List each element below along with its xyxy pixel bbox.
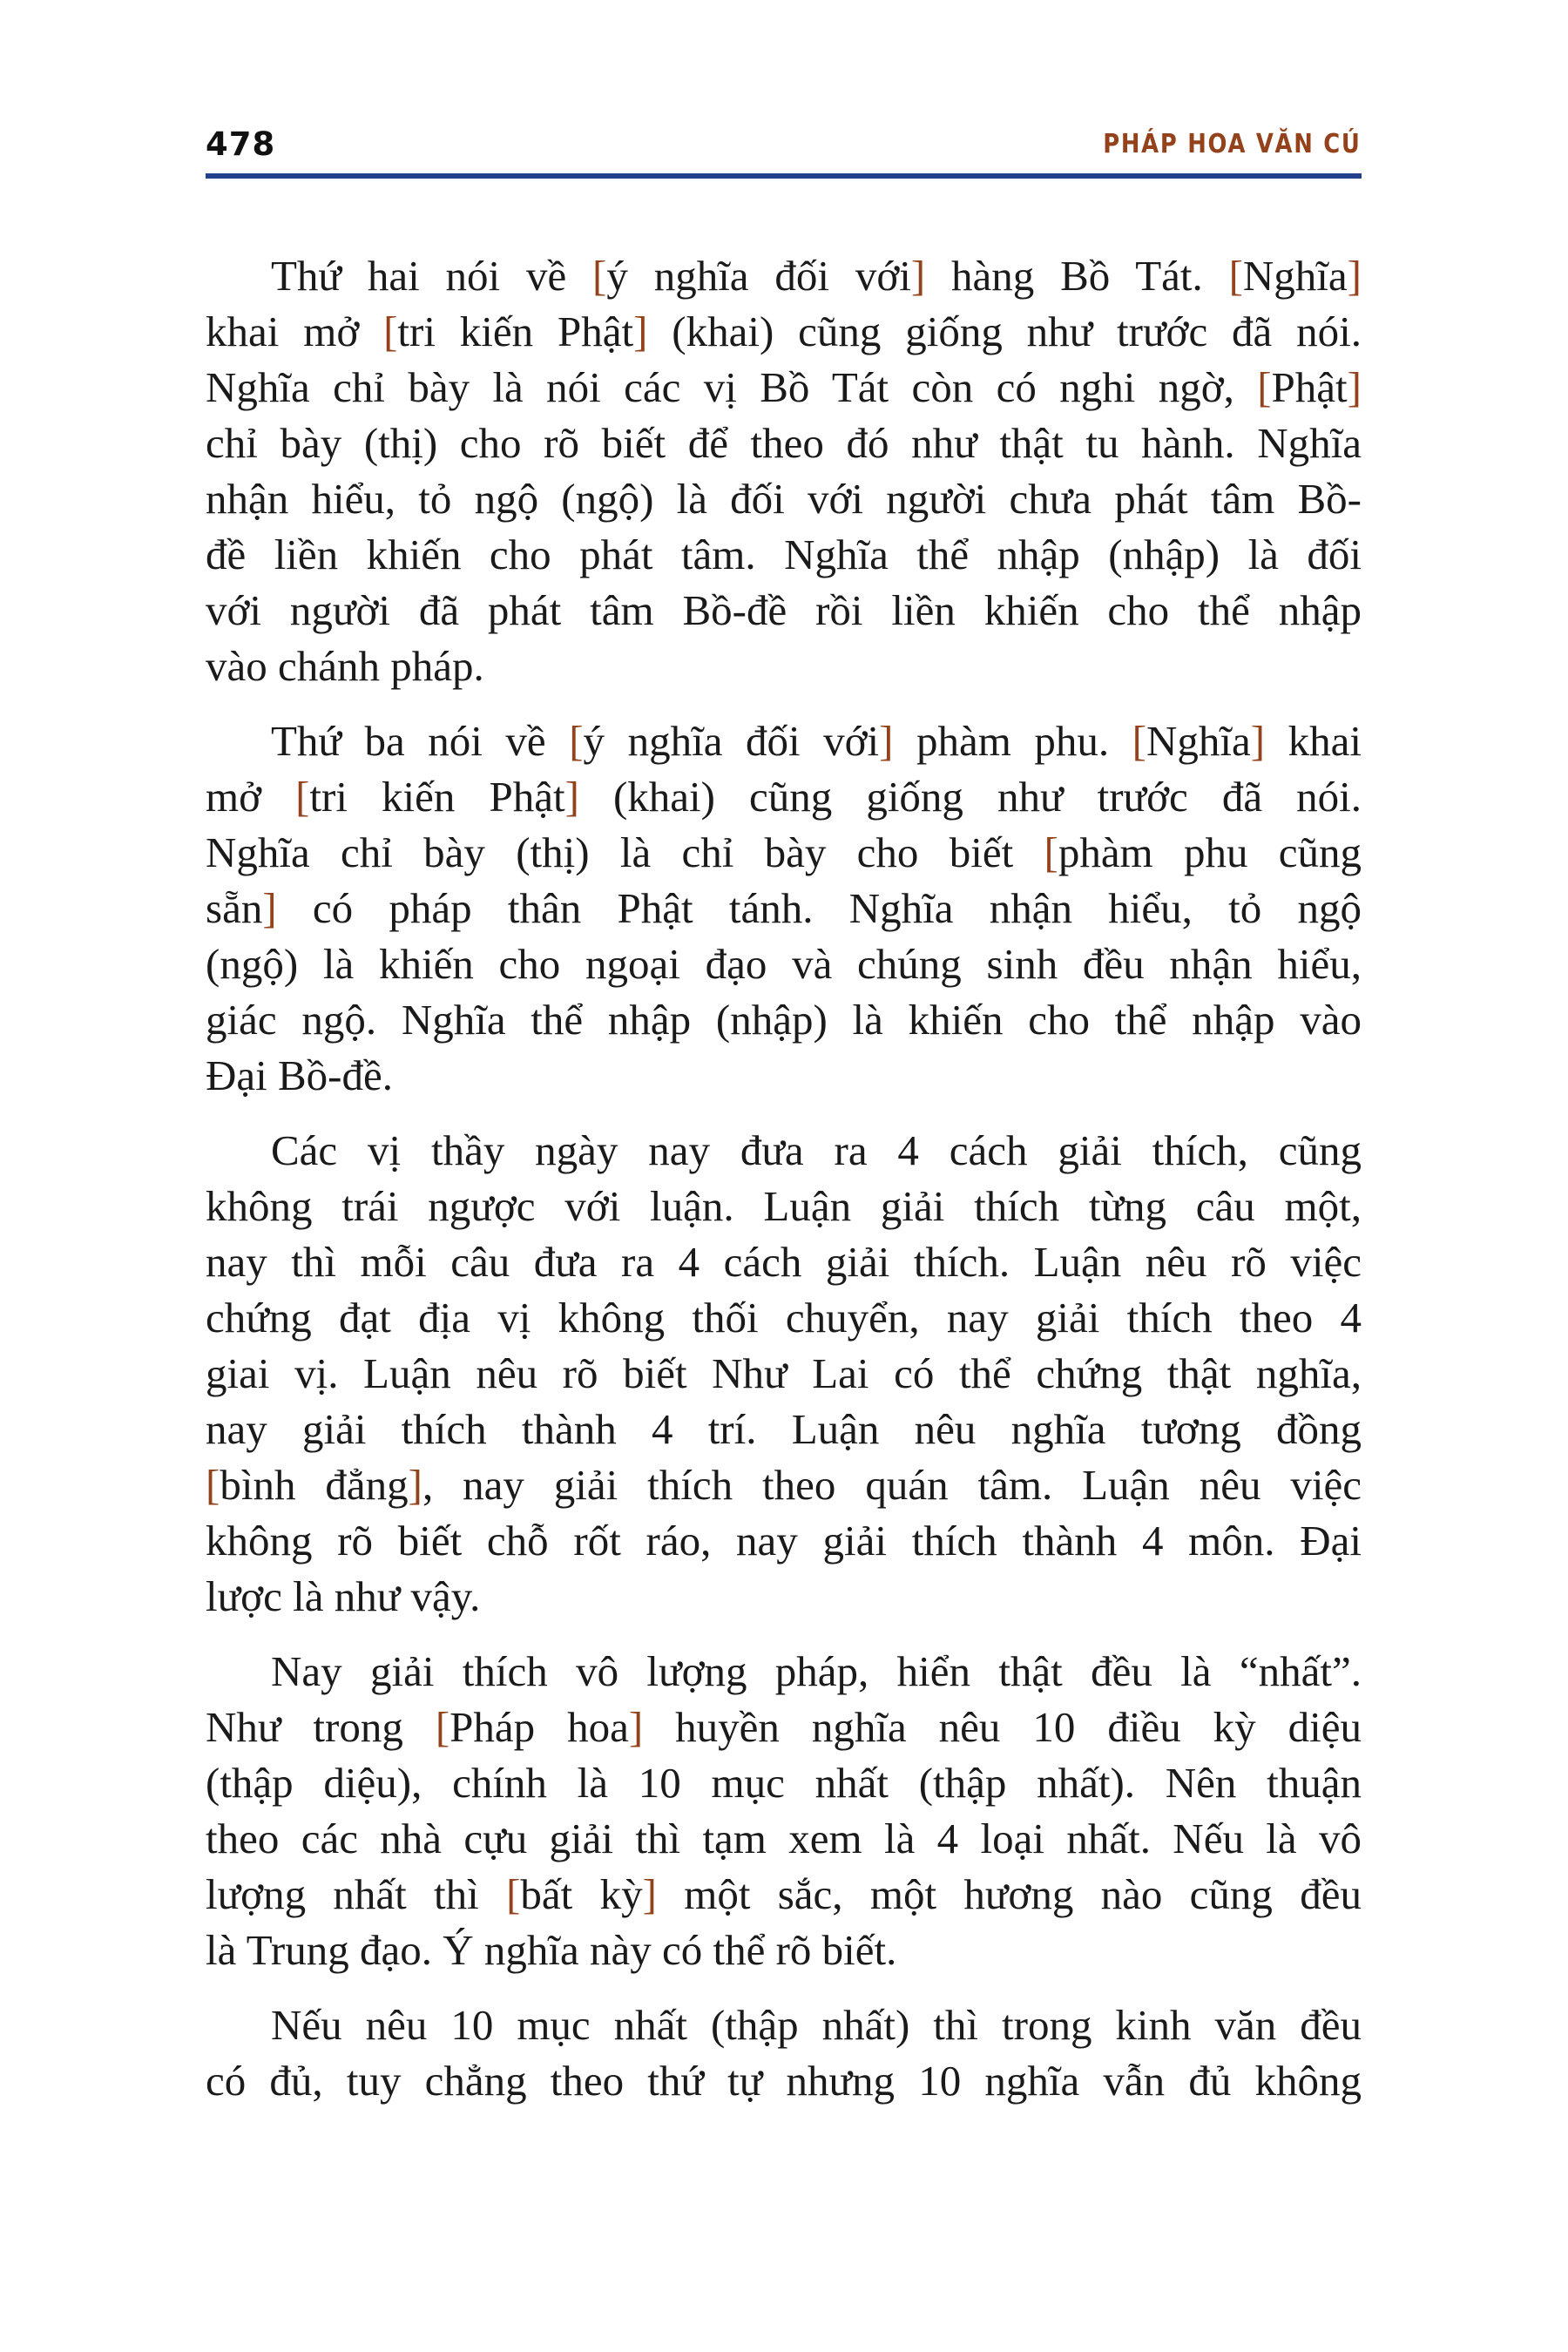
paragraph — [206, 1123, 1362, 1625]
open-bracket: [ — [1257, 363, 1272, 411]
text-line: chứng đạt địa vị không thối chuyển, nay giải thích theo 4 — [206, 1294, 1362, 1342]
close-bracket: ] — [408, 1461, 422, 1509]
text-line: khai mở [tri kiến Phật] (khai) cũng giống như trước đã nói. — [206, 308, 1362, 355]
text-line: Như trong [Pháp hoa] huyền nghĩa nêu 10 điều kỳ diệu — [206, 1703, 1362, 1751]
text-line: chỉ bày (thị) cho rõ biết để theo đó như thật tu hành. Nghĩa — [206, 419, 1362, 467]
open-bracket: [ — [435, 1703, 450, 1751]
page-header — [206, 122, 1362, 164]
close-bracket: ] — [1347, 363, 1362, 411]
text-line: Thứ ba nói về [ý nghĩa đối với] phàm phu. [Nghĩa] khai — [271, 717, 1362, 765]
text-line: giai vị. Luận nêu rõ biết Như Lai có thể chứng thật nghĩa, — [206, 1349, 1362, 1397]
text-line: mở [tri kiến Phật] (khai) cũng giống như trước đã nói. — [206, 773, 1362, 821]
close-bracket: ] — [262, 884, 277, 932]
text-line: nhận hiểu, tỏ ngộ (ngộ) là đối với người chưa phát tâm Bồ- — [206, 475, 1362, 523]
text-line: với người đã phát tâm Bồ-đề rồi liền khiến cho thể nhập — [206, 586, 1362, 634]
text-line: [bình đẳng], nay giải thích theo quán tâm. Luận nêu việc — [206, 1461, 1362, 1509]
open-bracket: [ — [206, 1461, 220, 1509]
text-line: (ngộ) là khiến cho ngoại đạo và chúng sinh đều nhận hiểu, — [206, 940, 1362, 988]
text-line: Nghĩa chỉ bày là nói các vị Bồ Tát còn có nghi ngờ, [Phật] — [206, 363, 1362, 411]
open-bracket: [ — [569, 717, 584, 765]
text-line: nay thì mỗi câu đưa ra 4 cách giải thích. Luận nêu rõ việc — [206, 1238, 1362, 1286]
paragraph — [206, 1644, 1362, 1978]
text-line: Đại Bồ-đề. — [206, 1051, 393, 1099]
close-bracket: ] — [564, 773, 579, 821]
text-line: Thứ hai nói về [ý nghĩa đối với] hàng Bồ Tát. [Nghĩa] — [271, 252, 1362, 300]
text-line: có đủ, tuy chẳng theo thứ tự nhưng 10 nghĩa vẫn đủ không — [206, 2057, 1362, 2105]
text-line: không rõ biết chỗ rốt ráo, nay giải thích thành 4 môn. Đại — [206, 1517, 1362, 1565]
text-line: Các vị thầy ngày nay đưa ra 4 cách giải thích, cũng — [271, 1126, 1362, 1174]
close-bracket: ] — [1250, 717, 1266, 765]
close-bracket: ] — [879, 717, 894, 765]
text-line: lược là như vậy. — [206, 1572, 481, 1620]
page-number: 478 — [206, 125, 276, 163]
close-bracket: ] — [633, 308, 648, 355]
text-line: nay giải thích thành 4 trí. Luận nêu nghĩa tương đồng — [206, 1405, 1362, 1453]
close-bracket: ] — [1347, 252, 1362, 300]
text-line: sẵn] có pháp thân Phật tánh. Nghĩa nhận hiểu, tỏ ngộ — [206, 884, 1362, 932]
paragraph — [206, 248, 1362, 694]
text-line: đề liền khiến cho phát tâm. Nghĩa thể nhập (nhập) là đối — [206, 531, 1362, 578]
text-line: vào chánh pháp. — [206, 642, 484, 690]
open-bracket: [ — [295, 773, 310, 821]
open-bracket: [ — [383, 308, 398, 355]
body-text — [206, 248, 1362, 2128]
text-line: lượng nhất thì [bất kỳ] một sắc, một hương nào cũng đều — [206, 1870, 1362, 1918]
text-line: không trái ngược với luận. Luận giải thích từng câu một, — [206, 1182, 1362, 1230]
open-bracket: [ — [1228, 252, 1243, 300]
header-rule — [206, 173, 1362, 179]
text-line: giác ngộ. Nghĩa thể nhập (nhập) là khiến cho thể nhập vào — [206, 996, 1362, 1044]
text-line: (thập diệu), chính là 10 mục nhất (thập nhất). Nên thuận — [206, 1759, 1362, 1807]
text-line: là Trung đạo. Ý nghĩa này có thể rõ biết. — [206, 1926, 897, 1974]
open-bracket: [ — [1044, 828, 1058, 876]
paragraph — [206, 1997, 1362, 2109]
open-bracket: [ — [592, 252, 607, 300]
running-title: PHÁP HOA VĂN CÚ — [1103, 129, 1362, 159]
open-bracket: [ — [506, 1870, 521, 1918]
close-bracket: ] — [642, 1870, 657, 1918]
text-line: Nếu nêu 10 mục nhất (thập nhất) thì trong kinh văn đều — [271, 2001, 1362, 2049]
close-bracket: ] — [910, 252, 926, 300]
close-bracket: ] — [628, 1703, 644, 1751]
open-bracket: [ — [1132, 717, 1146, 765]
text-line: Nay giải thích vô lượng pháp, hiển thật đều là “nhất”. — [271, 1647, 1362, 1695]
text-line: Nghĩa chỉ bày (thị) là chỉ bày cho biết [phàm phu cũng — [206, 828, 1362, 876]
text-line: theo các nhà cựu giải thì tạm xem là 4 loại nhất. Nếu là vô — [206, 1815, 1362, 1862]
paragraph — [206, 713, 1362, 1104]
